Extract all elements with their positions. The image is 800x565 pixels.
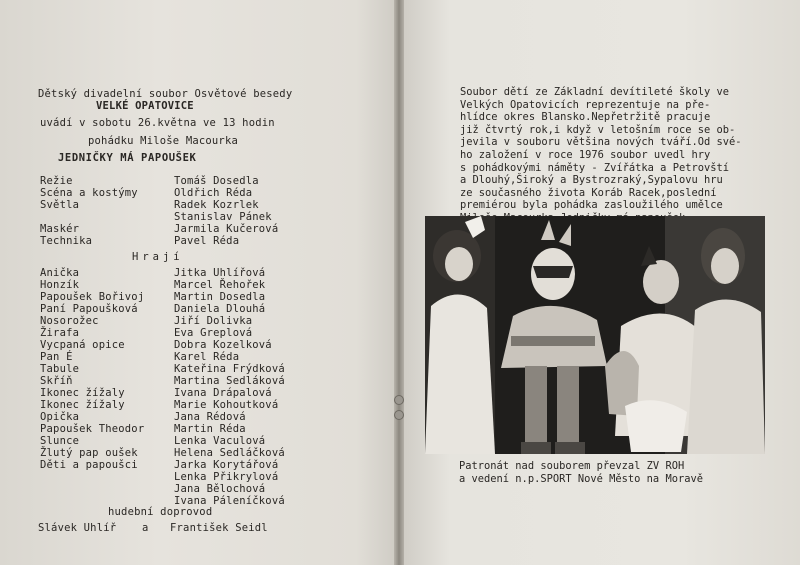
performance-photo [425, 216, 765, 454]
cast-name: Marie Kohoutková [174, 399, 279, 411]
cast-role: Honzík [40, 279, 80, 291]
cast-role: Tabule [40, 363, 80, 375]
crew-name: Jarmila Kučerová [174, 223, 279, 235]
crew-name: Pavel Réda [174, 235, 240, 247]
cast-role: Vycpaná opice [40, 339, 125, 351]
paragraph-line: premiérou byla pohádka zasloužilého umělce [460, 199, 723, 212]
paragraph-line: ho založení v roce 1976 soubor uvedl hry [460, 148, 711, 161]
photo-illustration [425, 216, 765, 454]
staple-hole [394, 395, 404, 405]
paragraph-line: jevila v souboru většina nových tváří.Od své- [460, 136, 742, 149]
cast-name: Jarka Korytářová [174, 459, 279, 471]
cast-name: Lenka Přikrylová [174, 471, 279, 483]
cast-name: Martin Dosedla [174, 291, 266, 303]
crew-role: Technika [40, 235, 93, 247]
paragraph-line: již čtvrtý rok,i když v letošním roce se ob- [460, 123, 736, 136]
cast-name: Dobra Kozelková [174, 339, 272, 351]
crew-role: Maskér [40, 223, 80, 235]
booklet-fold [394, 0, 404, 565]
paragraph-line: ze současného života Koráb Racek,poslední [460, 186, 717, 199]
cast-heading: Hrají [132, 251, 184, 263]
cast-name: Jana Bělochová [174, 483, 266, 495]
crew-name: Stanislav Pánek [174, 211, 272, 223]
cast-role: Slunce [40, 435, 80, 447]
cast-name: Eva Greplová [174, 327, 253, 339]
cast-role: Ikonec žížaly [40, 387, 125, 399]
crew-name: Tomáš Dosedla [174, 175, 259, 187]
date-line: uvádí v sobotu 26.května ve 13 hodin [40, 117, 275, 129]
author-line: pohádku Miloše Macourka [88, 135, 238, 147]
cast-name: Martina Sedláková [174, 375, 285, 387]
crew-role: Scéna a kostýmy [40, 187, 138, 199]
cast-role: Žirafa [40, 327, 80, 339]
staple-hole [394, 410, 404, 420]
paragraph-line: hlídce okres Blansko.Nepřetržitě pracuje [460, 111, 711, 124]
ensemble-line: Dětský divadelní soubor Osvětové besedy [38, 88, 293, 100]
play-title: JEDNIČKY MÁ PAPOUŠEK [58, 152, 197, 164]
cast-role: Papoušek Bořivoj [40, 291, 145, 303]
cast-name: Jiří Dolivka [174, 315, 253, 327]
musician-name: Slávek Uhlíř [38, 522, 117, 534]
cast-name: Jana Rédová [174, 411, 246, 423]
music-heading: hudební doprovod [108, 506, 213, 518]
cast-name: Jitka Uhlířová [174, 267, 266, 279]
cast-name: Daniela Dlouhá [174, 303, 266, 315]
crew-name: Oldřich Réda [174, 187, 253, 199]
music-and: a [142, 522, 149, 534]
musician-name: František Seidl [170, 522, 268, 534]
cast-name: Lenka Vaculová [174, 435, 266, 447]
cast-role: Ikonec žížaly [40, 399, 125, 411]
ensemble-description [460, 86, 750, 225]
cast-role: Paní Papoušková [40, 303, 138, 315]
photo-caption: a vedení n.p.SPORT Nové Město na Moravě [459, 473, 703, 485]
cast-role: Děti a papoušci [40, 459, 138, 471]
crew-name: Radek Kozrlek [174, 199, 259, 211]
cast-name: Ivana Drápalová [174, 387, 272, 399]
cast-name: Helena Sedláčková [174, 447, 285, 459]
paragraph-line: a Dlouhý,Široký a Bystrozraký,Sypalovu hru [460, 174, 723, 187]
cast-name: Ivana Páleníčková [174, 495, 285, 507]
paragraph-line: Velkých Opatovicích reprezentuje na pře- [460, 98, 711, 111]
paragraph-line: s pohádkovými náměty - Zvířátka a Petrovští [460, 161, 729, 174]
cast-role: Pan É [40, 351, 73, 363]
cast-role: Nosorožec [40, 315, 99, 327]
town-name: VELKÉ OPATOVICE [96, 100, 194, 112]
cast-role: Žlutý pap oušek [40, 447, 138, 459]
cast-name: Kateřina Frýdková [174, 363, 285, 375]
cast-name: Karel Réda [174, 351, 240, 363]
cast-role: Anička [40, 267, 80, 279]
paragraph-line: Soubor dětí ze Základní devítileté školy ve [460, 86, 729, 98]
crew-role: Režie [40, 175, 73, 187]
cast-name: Martin Réda [174, 423, 246, 435]
photo-caption: Patronát nad souborem převzal ZV ROH [459, 460, 685, 472]
cast-role: Opička [40, 411, 80, 423]
crew-role: Světla [40, 199, 80, 211]
cast-role: Skříň [40, 375, 73, 387]
cast-role: Papoušek Theodor [40, 423, 145, 435]
cast-name: Marcel Řehořek [174, 279, 266, 291]
